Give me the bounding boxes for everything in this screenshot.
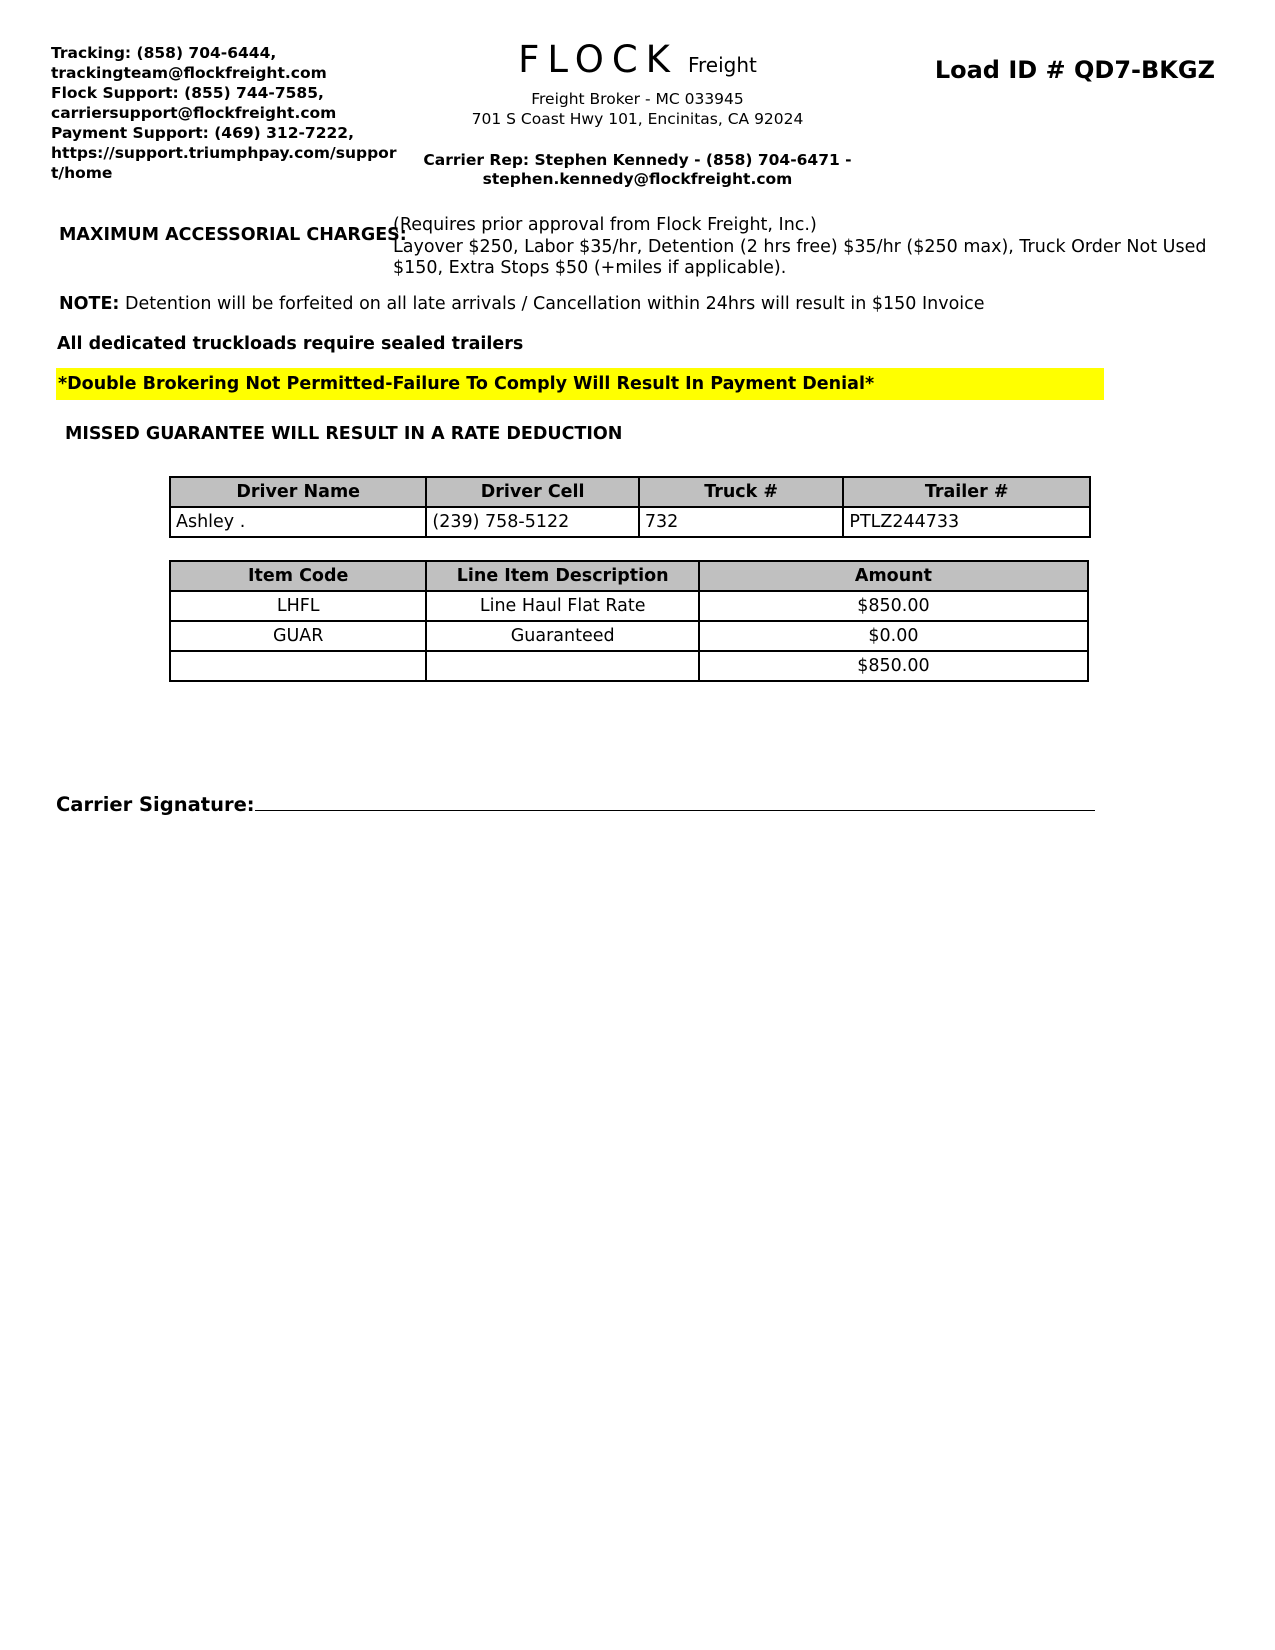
line-items-table (169, 560, 1089, 682)
driver-cell: (239) 758-5122 (426, 507, 639, 537)
broker-info (0, 89, 1275, 129)
table-row (170, 591, 1088, 621)
tracking-email[interactable]: trackingteam@flockfreight.com (51, 64, 327, 82)
trailer-number: PTLZ244733 (843, 507, 1090, 537)
header-description: Line Item Description (426, 561, 699, 591)
note-text: Detention will be forfeited on all late arrivals / Cancellation within 24hrs will result in $150 Invoice (125, 294, 985, 314)
logo-sub: Freight (687, 53, 757, 77)
accessorial-charges: Layover $250, Labor $35/hr, Detention (2 hrs free) $35/hr ($250 max), Truck Order Not Used $150, Extra Stops $50 (+miles if applicable). (393, 236, 1207, 278)
item-code (170, 651, 426, 681)
accessorial-approval: (Requires prior approval from Flock Freight, Inc.) (393, 215, 817, 235)
carrier-rep-line1: Carrier Rep: Stephen Kennedy - (858) 704-6471 - (423, 151, 852, 169)
item-code: GUAR (170, 621, 426, 651)
broker-address: 701 S Coast Hwy 101, Encinitas, CA 92024 (471, 110, 804, 128)
table-row (170, 507, 1090, 537)
driver-table (169, 476, 1091, 538)
item-description: Line Haul Flat Rate (426, 591, 699, 621)
support-email[interactable]: carriersupport@flockfreight.com (51, 104, 337, 122)
header-truck: Truck # (639, 477, 844, 507)
truck-number: 732 (639, 507, 844, 537)
sealed-trailers-notice: All dedicated truckloads require sealed trailers (57, 334, 524, 354)
payment-url[interactable]: https://support.triumphpay.com/support/home (51, 144, 397, 182)
support-phone: Flock Support: (855) 744-7585, (51, 84, 324, 102)
header-trailer: Trailer # (843, 477, 1090, 507)
table-row (170, 621, 1088, 651)
note-label: NOTE: (59, 294, 120, 314)
carrier-rep-email[interactable]: stephen.kennedy@flockfreight.com (482, 170, 793, 188)
carrier-signature (56, 792, 1095, 816)
accessorial-text (393, 215, 1213, 280)
logo-word: FLOCK (518, 38, 678, 81)
broker-mc: Freight Broker - MC 033945 (531, 90, 744, 108)
table-header-row (170, 561, 1088, 591)
header-driver-name: Driver Name (170, 477, 426, 507)
item-amount: $0.00 (699, 621, 1088, 651)
table-header-row (170, 477, 1090, 507)
item-description: Guaranteed (426, 621, 699, 651)
driver-name: Ashley . (170, 507, 426, 537)
load-id: Load ID # QD7-BKGZ (934, 56, 1215, 84)
signature-line[interactable] (255, 792, 1095, 811)
carrier-rep (380, 151, 895, 189)
header-driver-cell: Driver Cell (426, 477, 639, 507)
table-row-total (170, 651, 1088, 681)
tracking-phone: Tracking: (858) 704-6444, (51, 44, 277, 62)
item-description (426, 651, 699, 681)
note (59, 294, 985, 314)
total-amount: $850.00 (699, 651, 1088, 681)
flock-logo (518, 38, 757, 81)
header-item-code: Item Code (170, 561, 426, 591)
item-amount: $850.00 (699, 591, 1088, 621)
payment-phone: Payment Support: (469) 312-7222, (51, 124, 354, 142)
accessorial-label: MAXIMUM ACCESSORIAL CHARGES: (59, 225, 407, 245)
signature-label: Carrier Signature: (56, 793, 255, 816)
missed-guarantee-notice: MISSED GUARANTEE WILL RESULT IN A RATE DEDUCTION (65, 424, 623, 444)
double-brokering-warning: *Double Brokering Not Permitted-Failure To Comply Will Result In Payment Denial* (56, 368, 1104, 400)
item-code: LHFL (170, 591, 426, 621)
header-amount: Amount (699, 561, 1088, 591)
